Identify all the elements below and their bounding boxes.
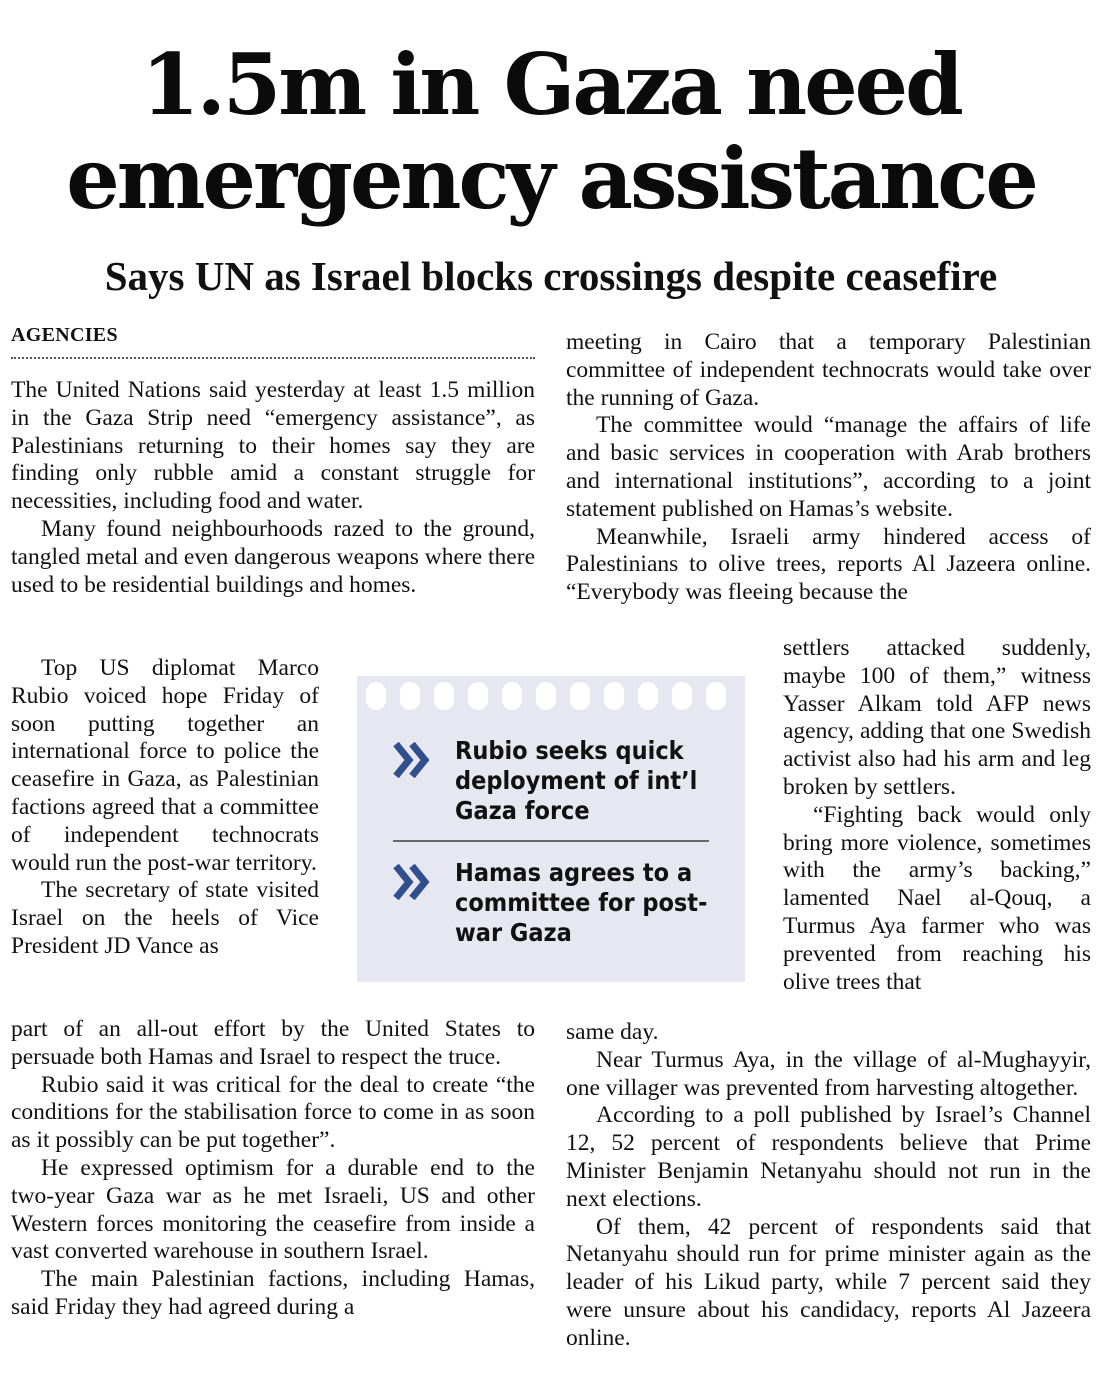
paragraph: The committee would “manage the affairs of life and basic services in cooperation with Arab brothers and international institutions”, according to a joint statement published on Hamas’s website. — [566, 412, 1091, 522]
right-column-top — [566, 329, 1091, 607]
double-chevron-icon — [393, 742, 433, 778]
highlight-item-2 — [393, 858, 723, 953]
paragraph: According to a poll published by Israel’s Channel 12, 52 percent of respondents believe that Prime Minister Benjamin Netanyahu should not run in the next elections. — [566, 1102, 1091, 1212]
left-column-top — [11, 377, 535, 599]
paragraph: The secretary of state visited Israel on the heels of Vice President JD Vance as — [11, 877, 319, 959]
paragraph: Top US diplomat Marco Rubio voiced hope Friday of soon putting together an international force to police the ceasefire in Gaza, as Palestinian factions agreed that a committee of independent technocrats would run the post-war territory. — [11, 655, 319, 876]
notepad-hole — [366, 682, 386, 710]
right-column-narrow — [783, 635, 1091, 996]
notepad-hole — [672, 682, 692, 710]
paragraph: “Fighting back would only bring more violence, sometimes with the army’s backing,” lamented Nael al-Qouq, a Turmus Aya farmer who was prevented from reaching his olive trees that — [783, 801, 1091, 995]
paragraph: The main Palestinian factions, including Hamas, said Friday they had agreed during a — [11, 1266, 535, 1320]
paragraph: Of them, 42 percent of respondents said that Netanyahu should run for prime minister again as the leader of his Likud party, while 7 percent said they were unsure about his candidacy, reports Al Jazeera online. — [566, 1213, 1091, 1351]
byline: AGENCIES — [11, 324, 535, 359]
notepad-hole — [434, 682, 454, 710]
notepad-hole — [706, 682, 726, 710]
highlight-text: Hamas agrees to a committee for post-war Gaza — [455, 858, 708, 947]
right-column-bottom — [566, 1019, 1091, 1353]
double-chevron-icon — [393, 864, 433, 900]
notepad-holes — [357, 676, 745, 716]
notepad-hole — [570, 682, 590, 710]
left-column-narrow — [11, 655, 319, 961]
paragraph: Meanwhile, Israeli army hindered access of Palestinians to olive trees, reports Al Jazeera online. “Everybody was fleeing because the — [566, 523, 1091, 606]
notepad-hole — [536, 682, 556, 710]
left-column-bottom — [11, 1016, 535, 1322]
paragraph: Rubio said it was critical for the deal to create “the conditions for the stabilisation force to come in as soon as it possibly can be put together”. — [11, 1071, 535, 1154]
paragraph: He expressed optimism for a durable end to the two-year Gaza war as he met Israeli, US and other Western forces monitoring the ceasefire from inside a vast converted warehouse in southern Israel. — [11, 1154, 535, 1265]
headline-line-1: 1.5m in Gaza need — [141, 35, 961, 134]
highlight-divider — [393, 840, 709, 842]
headline-line-2: emergency assistance — [66, 129, 1036, 228]
paragraph: part of an all-out effort by the United States to persuade both Hamas and Israel to respect the truce. — [11, 1016, 535, 1070]
notepad-hole — [604, 682, 624, 710]
notepad-hole — [400, 682, 420, 710]
highlights-box — [357, 676, 745, 982]
highlight-item-1 — [393, 736, 723, 831]
paragraph: settlers attacked suddenly, maybe 100 of them,” witness Yasser Alkam told AFP news agency, adding that one Swedish activist also had his arm and leg broken by settlers. — [783, 635, 1091, 800]
paragraph: Many found neighbourhoods razed to the ground, tangled metal and even dangerous weapons where there used to be residential buildings and homes. — [11, 515, 535, 598]
notepad-hole — [638, 682, 658, 710]
paragraph: Near Turmus Aya, in the village of al-Mughayyir, one villager was prevented from harvesting altogether. — [566, 1046, 1091, 1101]
paragraph: meeting in Cairo that a temporary Palestinian committee of independent technocrats would take over the running of Gaza. — [566, 329, 1091, 411]
notepad-hole — [468, 682, 488, 710]
highlight-text: Rubio seeks quick deployment of int’l Gaza force — [455, 736, 698, 825]
notepad-hole — [502, 682, 522, 710]
paragraph: The United Nations said yesterday at least 1.5 million in the Gaza Strip need “emergency assistance”, as Palestinians returning to their homes say they are finding only rubble amid a constant struggle for necessities, including food and water. — [11, 377, 535, 515]
headline — [0, 35, 1102, 228]
paragraph: same day. — [566, 1019, 659, 1045]
subheadline: Says UN as Israel blocks crossings despite ceasefire — [104, 253, 998, 299]
